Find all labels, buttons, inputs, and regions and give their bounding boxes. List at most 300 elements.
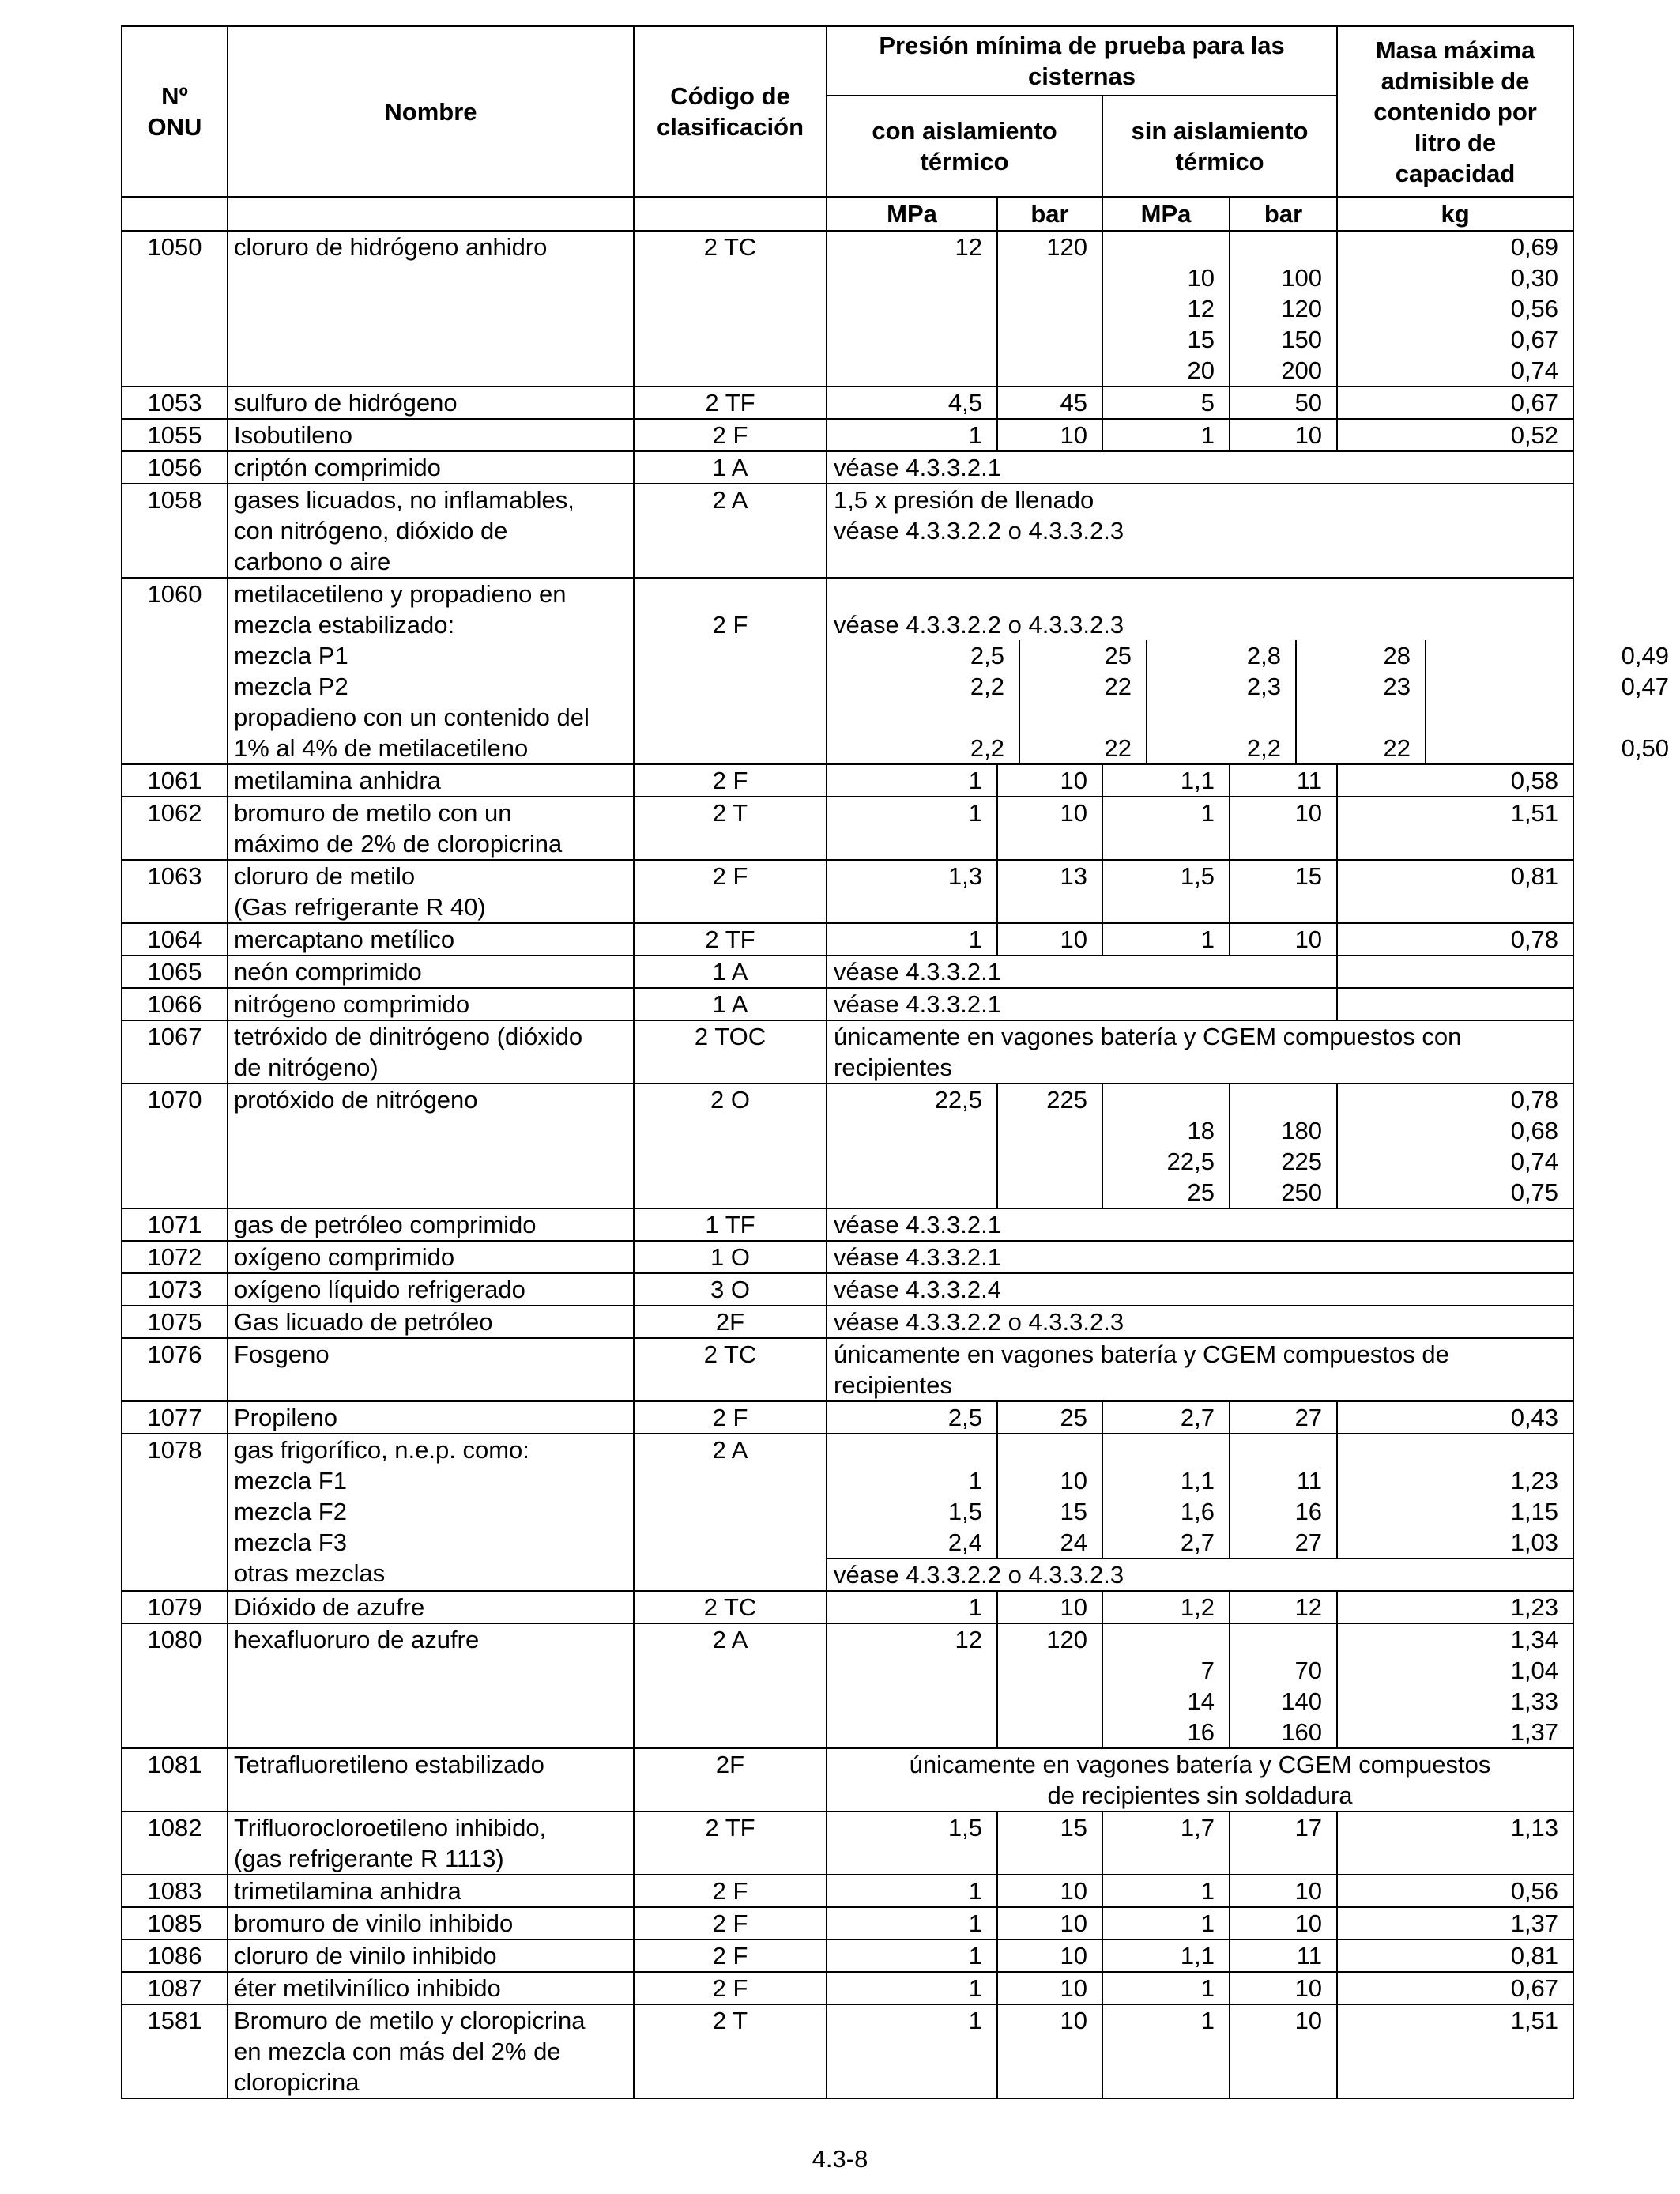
sb-line (1237, 1624, 1322, 1655)
value-sb (1230, 1811, 1337, 1875)
value-sb (1230, 1972, 1337, 2004)
value-cb (997, 860, 1102, 923)
name-line: éter metilvinílico inhibido (234, 1974, 501, 2002)
cm-line (834, 702, 1004, 733)
onu-number: 1070 (122, 1084, 228, 1208)
table-row (122, 923, 1573, 956)
value-sm (1102, 1907, 1230, 1940)
kg-line: 1,23 (1510, 1593, 1559, 1621)
cm-line: 1 (968, 1877, 982, 1905)
name-line: otras mezclas (234, 1559, 386, 1587)
sm-line: 2,2 (1246, 734, 1281, 762)
classification-code (634, 578, 827, 764)
value-sb (1230, 1940, 1337, 1972)
value-sm (1102, 1401, 1230, 1434)
sm-line: 1,1 (1180, 767, 1215, 794)
kg-line: 0,58 (1510, 767, 1559, 794)
note-text: véase 4.3.3.2.2 o 4.3.3.2.3 (827, 1559, 1573, 1591)
substance-name (228, 231, 634, 386)
onu-number: 1085 (122, 1907, 228, 1940)
note-line: véase 4.3.3.2.4 (834, 1276, 1001, 1303)
value-cm (827, 1972, 997, 2004)
value-cb (997, 386, 1102, 419)
classification-code: 2 F (634, 1972, 827, 2004)
name-line: oxígeno líquido refrigerado (234, 1276, 525, 1303)
sb-line (1237, 1434, 1322, 1465)
name-line: cloruro de metilo (234, 862, 416, 890)
sb-line: 23 (1383, 673, 1411, 700)
sb-line: 250 (1281, 1178, 1323, 1206)
value-sm (1102, 797, 1230, 860)
sb-line: 28 (1383, 642, 1411, 669)
onu-number: 1063 (122, 860, 228, 923)
classification-code: 2 TC (634, 1338, 827, 1401)
sm-line: 2,3 (1246, 673, 1281, 700)
sb-line: 160 (1281, 1718, 1323, 1746)
table-row (122, 956, 1573, 988)
onu-number: 1071 (122, 1208, 228, 1241)
table-row (122, 1401, 1573, 1434)
onu-number: 1067 (122, 1020, 228, 1084)
name-line: Dióxido de azufre (234, 1593, 425, 1621)
substance-name (228, 1241, 634, 1273)
sb-line: 200 (1281, 356, 1323, 384)
classification-code: 2 TF (634, 386, 827, 419)
table-row (122, 1434, 1573, 1559)
table-row (122, 231, 1573, 386)
value-cb (997, 1434, 1102, 1559)
classification-code: 1 O (634, 1241, 827, 1273)
sm-line: 1 (1200, 925, 1215, 953)
table-row (122, 988, 1573, 1020)
value-cm (827, 2004, 997, 2098)
cm-line: 1 (968, 1467, 982, 1495)
sm-line: 1 (1200, 1909, 1215, 1937)
value-cb (997, 1401, 1102, 1434)
value-kg (1337, 797, 1573, 860)
substance-name (228, 1208, 634, 1241)
value-kg (1337, 764, 1573, 797)
substance-name (228, 1306, 634, 1338)
kg-line: 1,37 (1510, 1718, 1559, 1746)
cm-line (834, 1434, 982, 1465)
value-kg (1337, 860, 1573, 923)
table-row (122, 484, 1573, 578)
sb-line: 140 (1281, 1687, 1323, 1715)
value-sm (1102, 860, 1230, 923)
value-kg (1337, 923, 1573, 956)
kg-line: 0,75 (1510, 1178, 1559, 1206)
note-text (827, 484, 1573, 578)
classification-code: 2 A (634, 1623, 827, 1748)
sb-line: 10 (1294, 799, 1323, 827)
name-line: mercaptano metílico (234, 925, 455, 953)
note-line: véase 4.3.3.2.1 (834, 454, 1001, 481)
page-number: 4.3-8 (812, 2145, 868, 2173)
cb-line: 10 (1060, 799, 1087, 827)
substance-name (228, 419, 634, 451)
table-row (122, 1306, 1573, 1338)
note-text (827, 1273, 1573, 1306)
cm-line: 1 (968, 421, 982, 449)
sm-line: 1,1 (1180, 1942, 1215, 1970)
onu-number: 1080 (122, 1623, 228, 1748)
name-line: mezcla estabilizado: (234, 611, 455, 639)
name-line: cloropicrina (234, 2068, 360, 2096)
table-row (122, 1748, 1573, 1811)
note-line: véase 4.3.3.2.1 (834, 990, 1001, 1018)
sb-line: 11 (1296, 767, 1323, 794)
name-line: mezcla P2 (234, 673, 348, 700)
kg-line: 0,56 (1510, 1877, 1559, 1905)
cb-line: 22 (1104, 673, 1132, 700)
name-line: en mezcla con más del 2% de (234, 2038, 561, 2065)
table-row (122, 797, 1573, 860)
value-sm (1102, 419, 1230, 451)
value-kg (1337, 1401, 1573, 1434)
name-line: bromuro de metilo con un (234, 799, 512, 827)
substance-name (228, 1591, 634, 1623)
name-line: mezcla F3 (234, 1529, 347, 1556)
table-row (122, 451, 1573, 484)
value-sb (1230, 1401, 1337, 1434)
name-line: (Gas refrigerante R 40) (234, 893, 486, 921)
cm-line: 1,3 (947, 862, 982, 890)
substance-name (228, 797, 634, 860)
sb-line: 27 (1294, 1404, 1323, 1431)
name-line: 1% al 4% de metilacetileno (234, 734, 529, 762)
sb-line: 120 (1281, 295, 1323, 322)
classification-code: 2F (634, 1306, 827, 1338)
value-cm (827, 1623, 997, 1748)
cm-line: 1 (968, 799, 982, 827)
value-sm (1102, 1940, 1230, 1972)
value-cb (997, 1972, 1102, 2004)
name-line: Propileno (234, 1404, 337, 1431)
substance-name (228, 1875, 634, 1907)
note-line: véase 4.3.3.2.1 (834, 1243, 1001, 1271)
classification-code: 1 A (634, 988, 827, 1020)
table-row (122, 419, 1573, 451)
value-sb (1230, 860, 1337, 923)
value-sb (1230, 923, 1337, 956)
substance-name (228, 1273, 634, 1306)
cb-line: 45 (1060, 389, 1087, 417)
substance-name (228, 2004, 634, 2098)
onu-number: 1050 (122, 231, 228, 386)
value-sm (1102, 1591, 1230, 1623)
note-line: únicamente en vagones batería y CGEM compuestos de (834, 1340, 1449, 1368)
cb-line: 15 (1060, 1814, 1087, 1842)
pressure-block (827, 578, 1669, 764)
sb-line: 10 (1294, 421, 1323, 449)
kg-line: 0,43 (1510, 1404, 1559, 1431)
sm-line: 2,8 (1246, 642, 1281, 669)
sm-line: 1 (1200, 1877, 1215, 1905)
substance-name (228, 1940, 634, 1972)
cm-line: 12 (955, 233, 982, 261)
value-cb (997, 797, 1102, 860)
header-unit-bar-1: bar (997, 197, 1102, 231)
name-line: metilacetileno y propadieno en (234, 580, 567, 608)
header-nombre: Nombre (228, 26, 634, 197)
cb-line: 15 (1060, 1498, 1087, 1525)
cb-line: 25 (1060, 1404, 1087, 1431)
cm-line: 1 (968, 925, 982, 953)
classification-code: 2 TC (634, 1591, 827, 1623)
kg-line: 0,47 (1621, 673, 1669, 700)
kg-line: 0,78 (1510, 1086, 1559, 1114)
substance-name (228, 956, 634, 988)
header-unit-kg: kg (1337, 197, 1573, 231)
value-kg (1337, 1940, 1573, 1972)
cb-line: 120 (1046, 1626, 1087, 1653)
onu-number: 1055 (122, 419, 228, 451)
onu-number: 1066 (122, 988, 228, 1020)
value-cm (827, 1875, 997, 1907)
empty-cell (1337, 988, 1573, 1020)
value-cb (997, 923, 1102, 956)
value-sb (1230, 231, 1337, 386)
cm-line: 22,5 (934, 1086, 982, 1114)
cb-line: 24 (1060, 1529, 1087, 1556)
classification-code: 2 A (634, 484, 827, 578)
classification-code: 2 F (634, 1875, 827, 1907)
value-kg (1337, 1084, 1573, 1208)
onu-number: 1083 (122, 1875, 228, 1907)
value-cm (827, 860, 997, 923)
cm-line: 12 (955, 1626, 982, 1653)
note-line: únicamente en vagones batería y CGEM compuestos con (834, 1023, 1462, 1050)
name-line: máximo de 2% de cloropicrina (234, 830, 563, 858)
substance-name (228, 923, 634, 956)
cb-line: 10 (1060, 1593, 1087, 1621)
substance-name (228, 1401, 634, 1434)
value-sm (1102, 1811, 1230, 1875)
name-line: cloruro de hidrógeno anhidro (234, 233, 548, 261)
sm-line: 20 (1187, 356, 1215, 384)
value-cm (827, 640, 1019, 763)
table-row (122, 1972, 1573, 2004)
sb-line: 10 (1294, 1877, 1323, 1905)
table-row (122, 1875, 1573, 1907)
value-cm (827, 386, 997, 419)
kg-line: 0,69 (1510, 233, 1559, 261)
name-line: metilamina anhidra (234, 767, 441, 794)
cm-line: 2,2 (970, 673, 1004, 700)
sm-line: 16 (1187, 1718, 1215, 1746)
table-header (122, 26, 1573, 231)
value-kg (1337, 1875, 1573, 1907)
sb-line: 11 (1296, 1942, 1323, 1970)
cb-line: 25 (1104, 642, 1132, 669)
name-line: Fosgeno (234, 1340, 330, 1368)
kg-line: 1,03 (1510, 1529, 1559, 1556)
value-cm (827, 1591, 997, 1623)
substance-name (228, 1972, 634, 2004)
value-cb (997, 1875, 1102, 1907)
header-empty-2 (228, 197, 634, 231)
cm-line: 1,5 (947, 1814, 982, 1842)
note-text (827, 1748, 1573, 1811)
note-line: véase 4.3.3.2.1 (834, 958, 1001, 986)
classification-code: 1 A (634, 956, 827, 988)
value-sm (1102, 1623, 1230, 1748)
kg-line (1344, 1434, 1558, 1465)
table-row (122, 1940, 1573, 1972)
sb-line: 10 (1294, 1974, 1323, 2002)
kg-line: 1,04 (1510, 1657, 1559, 1684)
value-cm (827, 1907, 997, 1940)
table-row (122, 1623, 1573, 1748)
value-cm (827, 797, 997, 860)
sm-line: 1,2 (1180, 1593, 1215, 1621)
name-line: propadieno con un contenido del (234, 703, 590, 731)
header-unit-mpa-2: MPa (1102, 197, 1230, 231)
value-sb (1230, 419, 1337, 451)
header-empty-3 (634, 197, 827, 231)
cm-line: 2,2 (970, 734, 1004, 762)
sb-line: 70 (1294, 1657, 1323, 1684)
sm-line: 5 (1200, 389, 1215, 417)
value-cm (827, 1084, 997, 1208)
substance-name (228, 1811, 634, 1875)
table-row (122, 2004, 1573, 2098)
kg-line: 0,56 (1510, 295, 1559, 322)
sb-line: 17 (1294, 1814, 1323, 1842)
note-line: recipientes (834, 1054, 952, 1081)
substance-name (228, 988, 634, 1020)
value-cb (997, 1623, 1102, 1748)
classification-code: 2 F (634, 1940, 827, 1972)
name-line: gas de petróleo comprimido (234, 1211, 537, 1238)
classification-code: 2 F (634, 764, 827, 797)
value-cm (827, 764, 997, 797)
cb-line: 10 (1060, 925, 1087, 953)
sm-line: 10 (1187, 264, 1215, 292)
value-sb (1230, 2004, 1337, 2098)
value-cb (997, 1907, 1102, 1940)
sb-line: 10 (1294, 925, 1323, 953)
onu-number: 1060 (122, 578, 228, 764)
kg-line: 0,78 (1510, 925, 1559, 953)
substance-name (228, 1623, 634, 1748)
name-line: Gas licuado de petróleo (234, 1308, 493, 1336)
classification-code: 2 O (634, 1084, 827, 1208)
note-text (827, 1241, 1573, 1273)
name-line: criptón comprimido (234, 454, 441, 481)
note-text (827, 956, 1337, 988)
sm-line: 18 (1187, 1117, 1215, 1144)
name-line: gas frigorífico, n.e.p. como: (234, 1436, 529, 1464)
cm-line: 1 (968, 1974, 982, 2002)
table-row (122, 1020, 1573, 1084)
value-cm (827, 1401, 997, 1434)
name-line: mezcla P1 (234, 642, 348, 669)
classification-code: 2 T (634, 2004, 827, 2098)
name-line: protóxido de nitrógeno (234, 1086, 478, 1114)
value-sm (1102, 231, 1230, 386)
onu-number: 1056 (122, 451, 228, 484)
value-cm (827, 923, 997, 956)
kg-line: 0,67 (1510, 1974, 1559, 2002)
value-cb (997, 1591, 1102, 1623)
classification-code: 2 TF (634, 1811, 827, 1875)
value-cb (997, 2004, 1102, 2098)
value-sb (1230, 1623, 1337, 1748)
value-cb (997, 764, 1102, 797)
kg-line: 1,15 (1510, 1498, 1559, 1525)
sb-line: 22 (1383, 734, 1411, 762)
note-text (827, 1338, 1573, 1401)
value-kg (1337, 2004, 1573, 2098)
onu-number: 1076 (122, 1338, 228, 1401)
value-sm (1102, 386, 1230, 419)
onu-number: 1087 (122, 1972, 228, 2004)
name-line: bromuro de vinilo inhibido (234, 1909, 514, 1937)
value-sm (1102, 1875, 1230, 1907)
name-line: con nitrógeno, dióxido de (234, 517, 508, 545)
name-line: mezcla F2 (234, 1498, 347, 1525)
value-sm (1102, 2004, 1230, 2098)
note-line: de recipientes sin soldadura (1047, 1781, 1353, 1809)
note-line: véase 4.3.3.2.2 o 4.3.3.2.3 (834, 517, 1124, 545)
sb-line: 50 (1294, 389, 1323, 417)
sb-line: 100 (1281, 264, 1323, 292)
table-row (122, 764, 1573, 797)
classification-code: 2 F (634, 419, 827, 451)
kg-line: 0,81 (1510, 862, 1559, 890)
value-kg (1337, 1434, 1573, 1559)
kg-line: 0,81 (1510, 1942, 1559, 1970)
name-line: Trifluorocloroetileno inhibido, (234, 1814, 547, 1842)
note-text (827, 1306, 1573, 1338)
cb-line: 225 (1046, 1086, 1087, 1114)
substance-name (228, 764, 634, 797)
onu-number: 1077 (122, 1401, 228, 1434)
value-cm (827, 419, 997, 451)
substance-name (228, 484, 634, 578)
name-line: sulfuro de hidrógeno (234, 389, 458, 417)
sm-line: 1,7 (1180, 1814, 1215, 1842)
value-cb (1019, 640, 1147, 763)
name-line: oxígeno comprimido (234, 1243, 455, 1271)
value-kg (1337, 1591, 1573, 1623)
onu-number: 1079 (122, 1591, 228, 1623)
substance-name (228, 1020, 634, 1084)
value-cb (997, 1940, 1102, 1972)
name-line: nitrógeno comprimido (234, 990, 470, 1018)
substance-name (228, 1907, 634, 1940)
name-line: Isobutileno (234, 421, 352, 449)
sm-line: 7 (1200, 1657, 1215, 1684)
sm-line: 25 (1187, 1178, 1215, 1206)
sm-line (1109, 1624, 1215, 1655)
table-row (122, 1907, 1573, 1940)
table-row (122, 386, 1573, 419)
table-row (122, 1591, 1573, 1623)
value-kg (1337, 1907, 1573, 1940)
kg-line: 0,30 (1510, 264, 1559, 292)
kg-line: 0,68 (1510, 1117, 1559, 1144)
sm-line (1109, 1084, 1215, 1115)
kg-line: 1,37 (1510, 1909, 1559, 1937)
sm-line: 2,7 (1180, 1404, 1215, 1431)
substance-name (228, 1748, 634, 1811)
value-sm (1102, 1084, 1230, 1208)
header-unit-mpa-1: MPa (827, 197, 997, 231)
name-line: hexafluoruro de azufre (234, 1626, 480, 1653)
